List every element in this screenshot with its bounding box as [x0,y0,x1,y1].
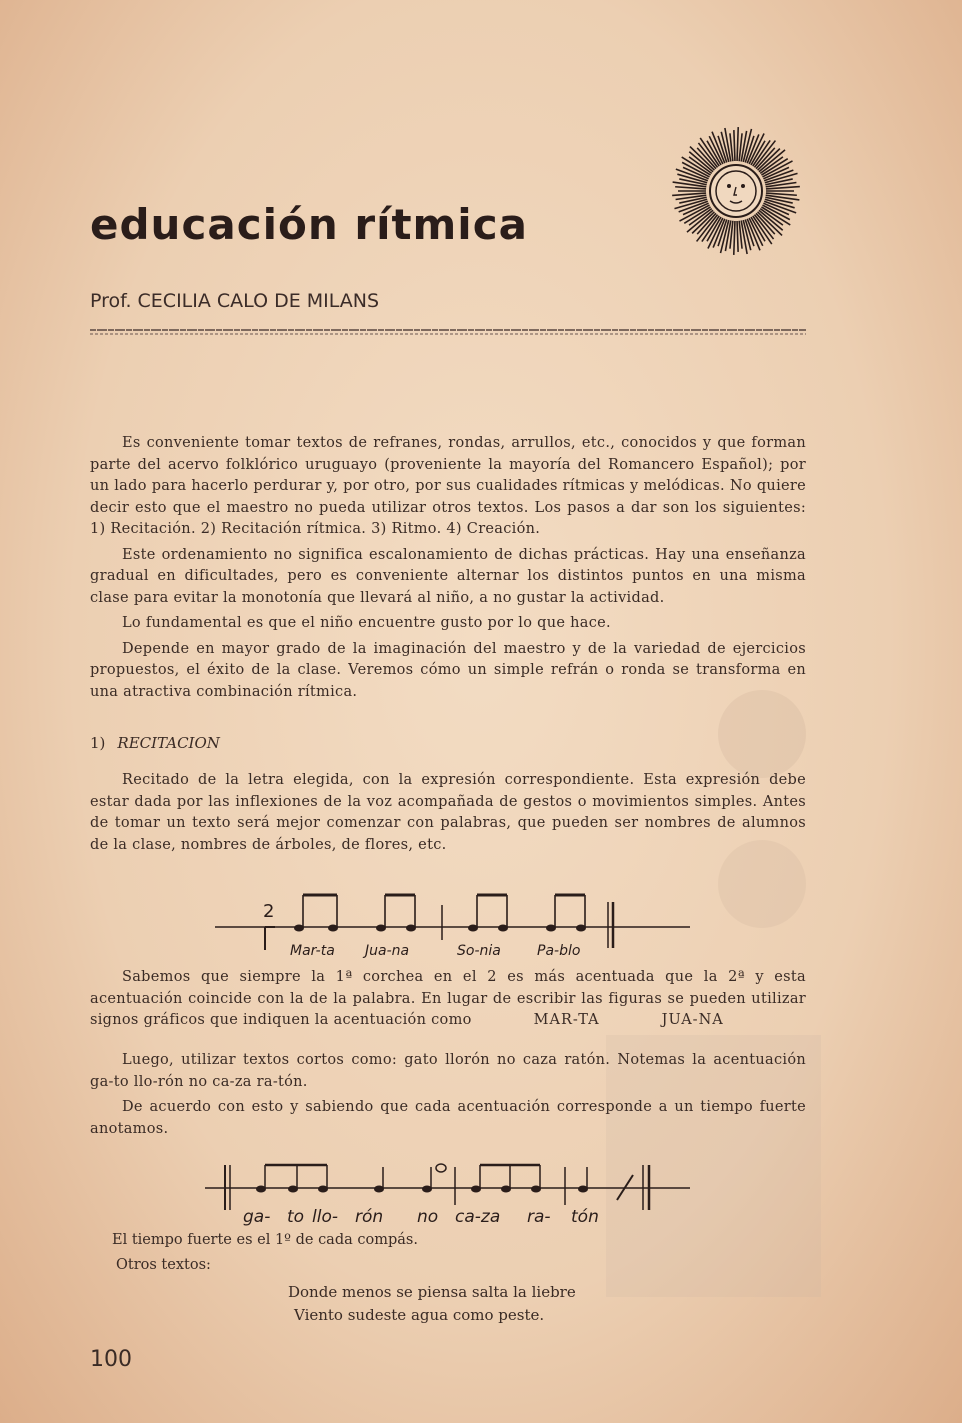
staff1-syllable: Jua-na [365,943,410,959]
other-texts-label: Otros textos: [116,1257,211,1273]
staff2-syllable: to [287,1207,305,1227]
time-signature: 2 [263,901,275,922]
intro-paragraph: Lo fundamental es que el niño encuentre gusto por lo que hace. [122,615,611,631]
divider-rule [90,328,806,336]
accent-text [90,967,806,1036]
section-heading [90,734,220,752]
staff2-syllable: tón [571,1207,599,1227]
recitation-text [90,770,806,860]
author-name: Prof. CECILIA CALO DE MILANS [90,290,380,312]
short-texts-paragraph: Luego, utilizar textos cortos como: gato llorón no caza ratón. Notemas la acentuación ga-to llo-rón no ca-za ra-tón. [90,1052,806,1090]
recitation-paragraph: Recitado de la letra elegida, con la expresión correspondiente. Esta expresión debe estar dada por las inflexiones de la voz acompañada de gestos o movimientos simples. Antes de tomar un texto será mejor comenzar con palabras, que pueden ser nombres de alumnos de la clase, nombres de árboles, de flores, etc. [90,772,806,853]
rhythm-staff-1 [215,880,690,965]
accent-sentence: Sabemos que siempre la 1ª corchea en el 2 es más acentuada que la 2ª y esta acentuación coincide con la de la palabra. En lugar de escribir las figuras se pueden utilizar signos gráficos que indiquen la acentuación como [90,969,806,1028]
rhythm-staff-2 [205,1155,690,1235]
staff2-syllable: llo- [312,1207,338,1227]
short-texts [90,1050,806,1144]
staff2-syllable: ga- [243,1207,271,1227]
intro-paragraph: Depende en mayor grado de la imaginación del maestro y de la variedad de ejercicios propuestos, el éxito de la clase. Veremos cómo un simple refrán o ronda se transforma en una atractiva combinación rítmica. [90,640,806,700]
verses [288,1281,576,1327]
staff1-syllable: Pa-blo [537,943,581,959]
accent-example-marta: MAR-TA [533,1012,600,1028]
section-title: RECITACION [117,734,220,752]
accent-paragraph [90,967,806,1032]
staff2-syllable: rón [355,1207,384,1227]
accent-example-juana: JUA-NA [661,1012,724,1028]
verse-line: Donde menos se piensa salta la liebre [288,1283,576,1301]
staff1-syllable: So-nia [457,943,501,959]
strong-beat-text: El tiempo fuerte es el 1º de cada compás. [112,1232,418,1248]
intro-text [90,433,806,707]
section-number: 1) [90,734,106,752]
staff1-syllable: Mar-ta [290,943,335,959]
page-number: 100 [90,1347,132,1372]
annotate-paragraph: De acuerdo con esto y sabiendo que cada acentuación corresponde a un tiempo fuerte anotamos. [90,1099,806,1137]
verse-line: Viento sudeste agua como peste. [294,1306,545,1324]
intro-paragraph: Este ordenamiento no significa escalonamiento de dichas prácticas. Hay una enseñanza gradual en dificultades, pero es conveniente alternar los distintos puntos en una misma clase para evitar la monotonía que llevará al niño, a no gustar la actividad. [90,546,806,606]
staff2-syllable: ca-za [455,1207,501,1227]
sun-face-icon [670,125,802,257]
staff2-syllable: no [417,1207,439,1227]
staff2-syllable: ra- [527,1207,551,1227]
page-title: educación rítmica [90,200,528,249]
intro-paragraph: Es conveniente tomar textos de refranes, rondas, arrullos, etc., conocidos y que forman parte del acervo folklórico uruguayo (proveniente la mayoría del Romancero Español); por un lado para hacerlo perdurar y, por otro, por sus cualidades rítmicas y melódicas. No quiere decir esto que el maestro no pueda utilizar otros textos. Los pasos a dar son los siguientes: 1) Recitación. 2) Recitación rítmica. 3) Ritmo. 4) Creación. [90,435,806,537]
